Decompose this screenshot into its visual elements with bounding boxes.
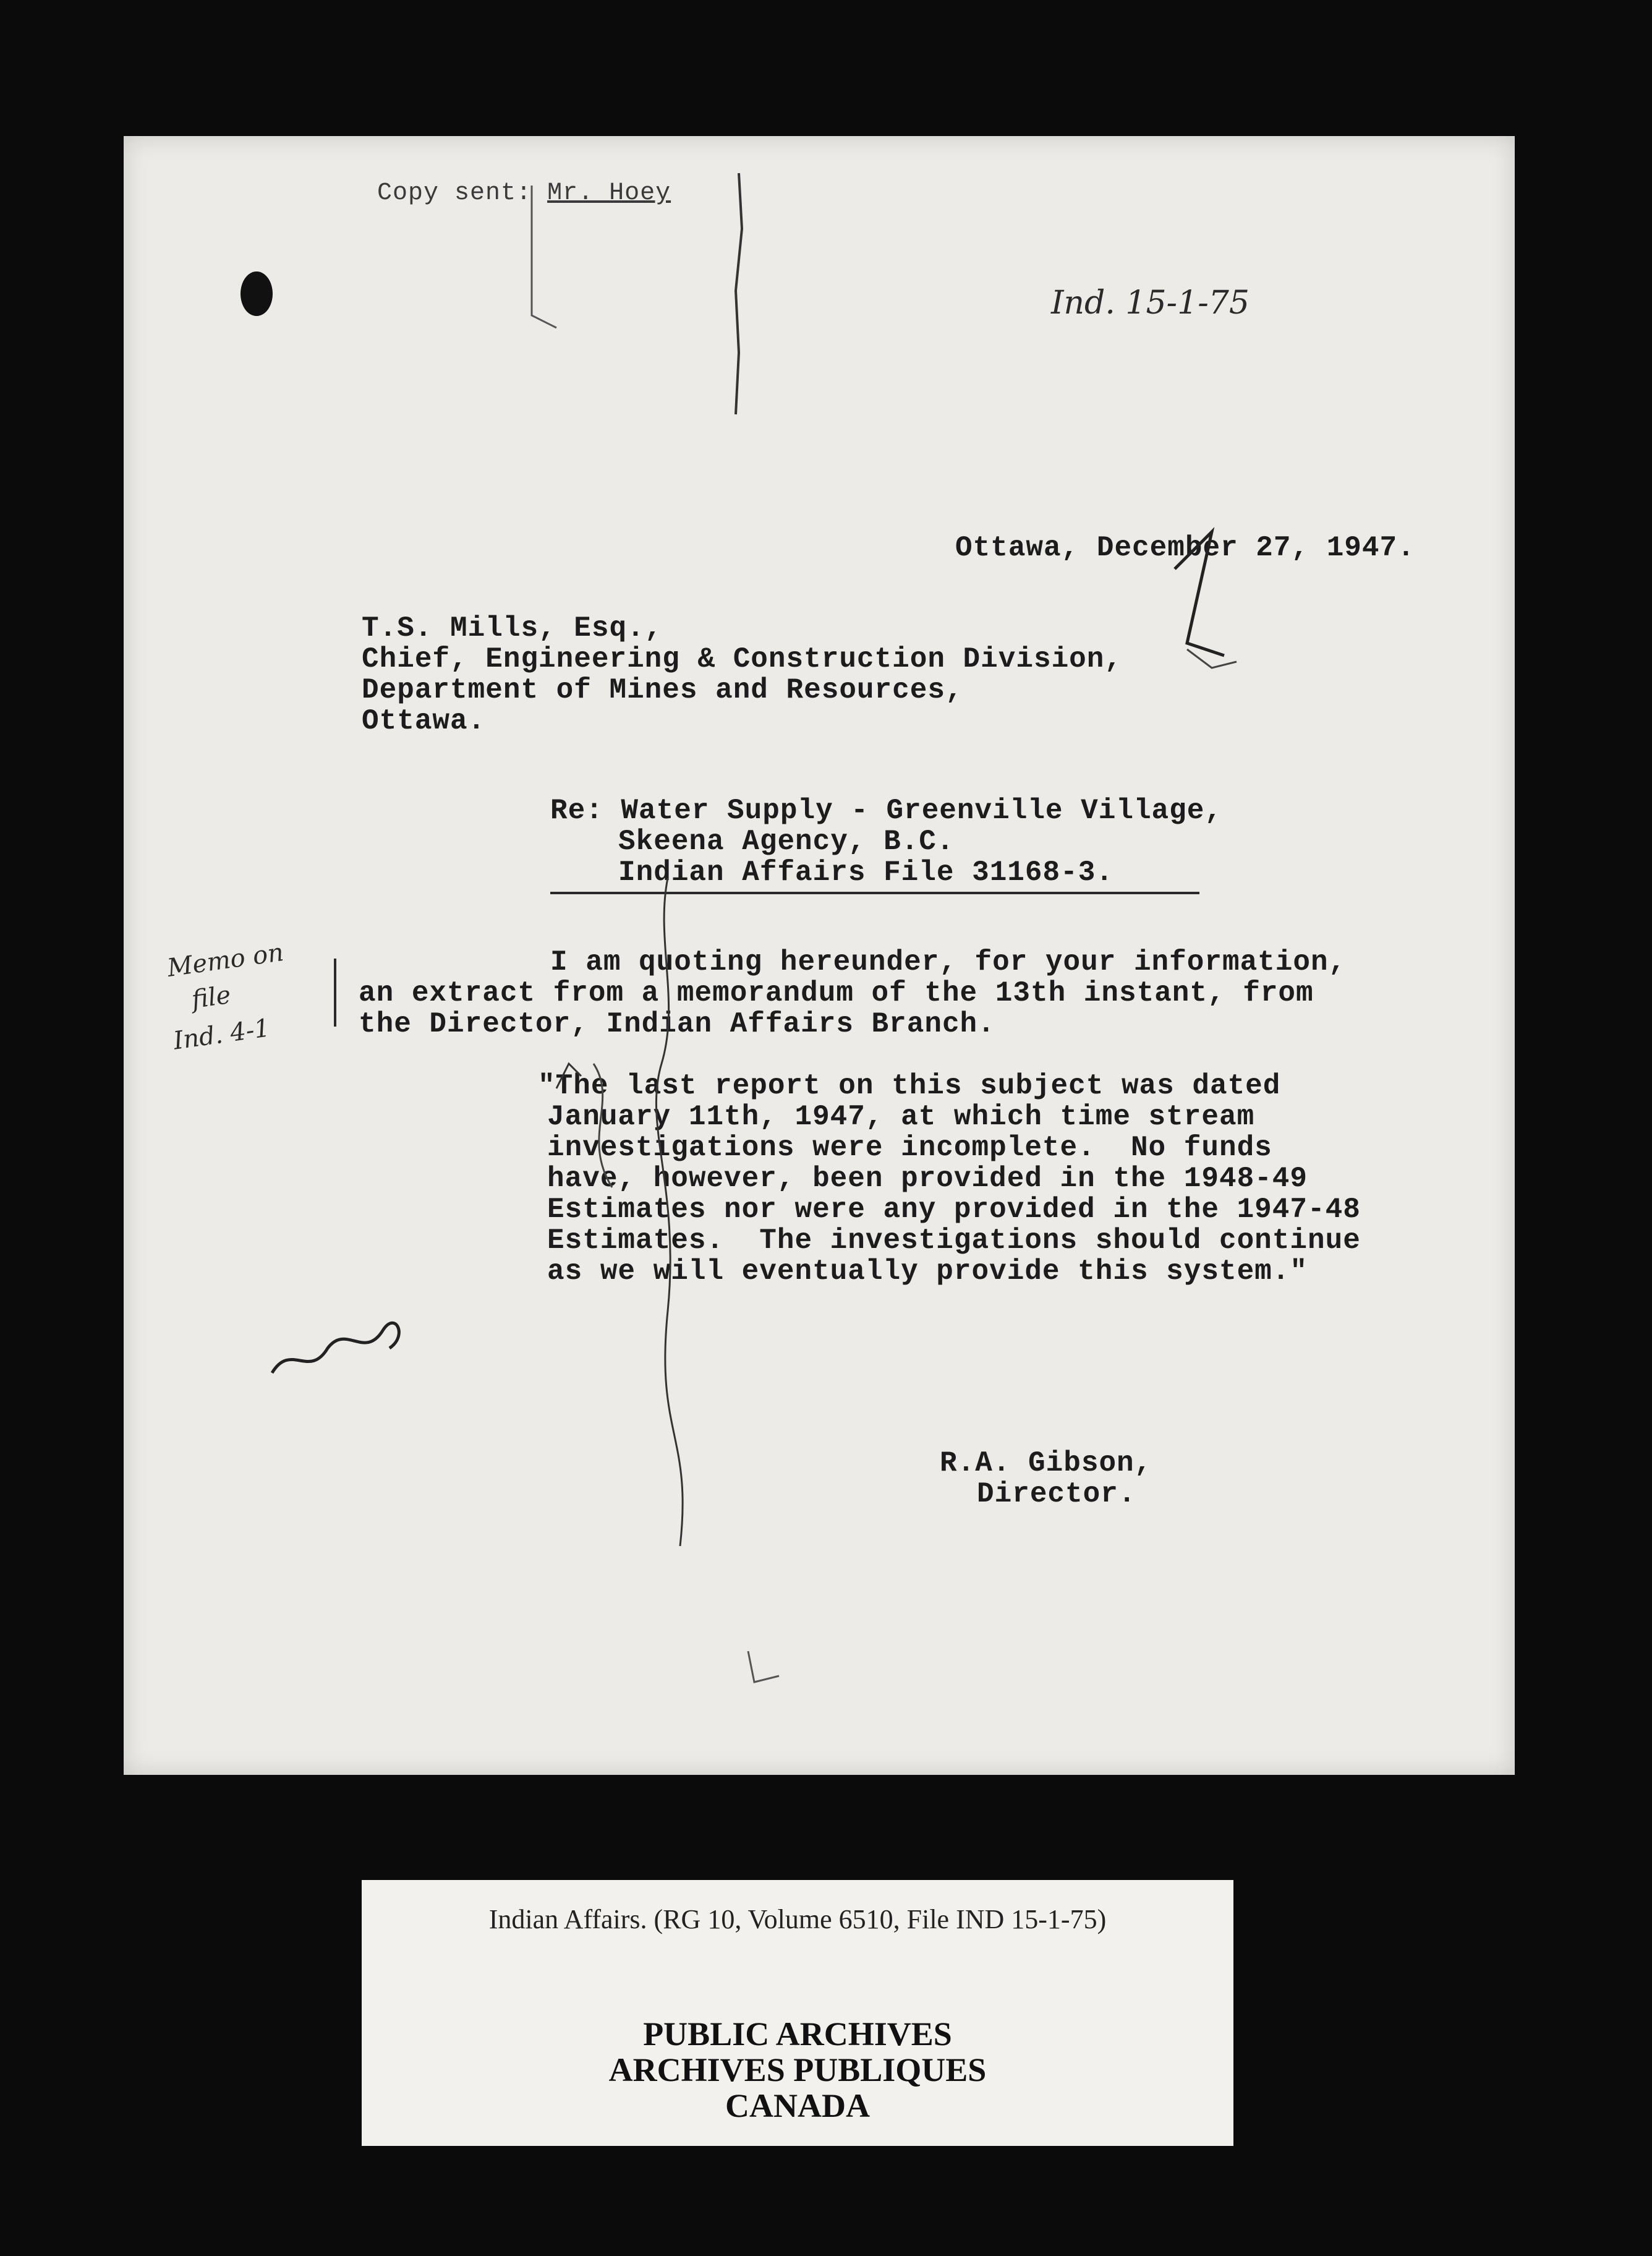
pen-marks-overlay <box>124 136 1515 1775</box>
copy-note-prefix: Copy sent: <box>377 179 532 207</box>
quote-line: Estimates nor were any provided in the 1947-48 <box>547 1194 1361 1226</box>
subject-line: Skeena Agency, B.C. <box>618 826 955 858</box>
quote-line: as we will eventually provide this system." <box>547 1255 1308 1288</box>
body-line: I am quoting hereunder, for your information, <box>550 946 1347 978</box>
file-annotation: Ind. 15-1-75 <box>1051 284 1250 322</box>
margin-note-line: Memo on <box>165 938 286 983</box>
addressee-line: Ottawa. <box>362 705 486 737</box>
signature-name: R.A. Gibson, <box>940 1447 1152 1479</box>
archive-reference: Indian Affairs. (RG 10, Volume 6510, File IND 15-1-75) <box>488 1904 1107 1934</box>
quote-line: Estimates. The investigations should continue <box>547 1224 1361 1257</box>
date-line: Ottawa, December 27, 1947. <box>955 532 1415 564</box>
quote-line: investigations were incomplete. No funds <box>547 1132 1272 1164</box>
archive-label <box>362 1880 1233 2146</box>
addressee-line: Chief, Engineering & Construction Division, <box>362 643 1122 675</box>
addressee-line: T.S. Mills, Esq., <box>362 612 663 644</box>
letter-page <box>124 136 1515 1775</box>
copy-note-name: Mr. Hoey <box>547 179 671 207</box>
addressee-line: Department of Mines and Resources, <box>362 674 963 706</box>
quote-line: have, however, been provided in the 1948-49 <box>547 1163 1308 1195</box>
quote-line: January 11th, 1947, at which time stream <box>547 1101 1255 1133</box>
subject-line: Indian Affairs File 31168-3. <box>618 857 1113 889</box>
quote-line: "The last report on this subject was dated <box>538 1070 1281 1102</box>
margin-note-line: file <box>190 980 233 1015</box>
body-line: the Director, Indian Affairs Branch. <box>359 1008 995 1040</box>
archive-line-english: PUBLIC ARCHIVES <box>643 2015 952 2053</box>
archive-line-country: CANADA <box>725 2087 870 2124</box>
signature-title: Director. <box>977 1478 1136 1510</box>
margin-note-line: Ind. 4-1 <box>171 1014 272 1056</box>
subject-line: Re: Water Supply - Greenville Village, <box>550 795 1222 827</box>
archive-line-french: ARCHIVES PUBLIQUES <box>608 2051 987 2088</box>
body-line: an extract from a memorandum of the 13th instant, from <box>359 977 1314 1009</box>
